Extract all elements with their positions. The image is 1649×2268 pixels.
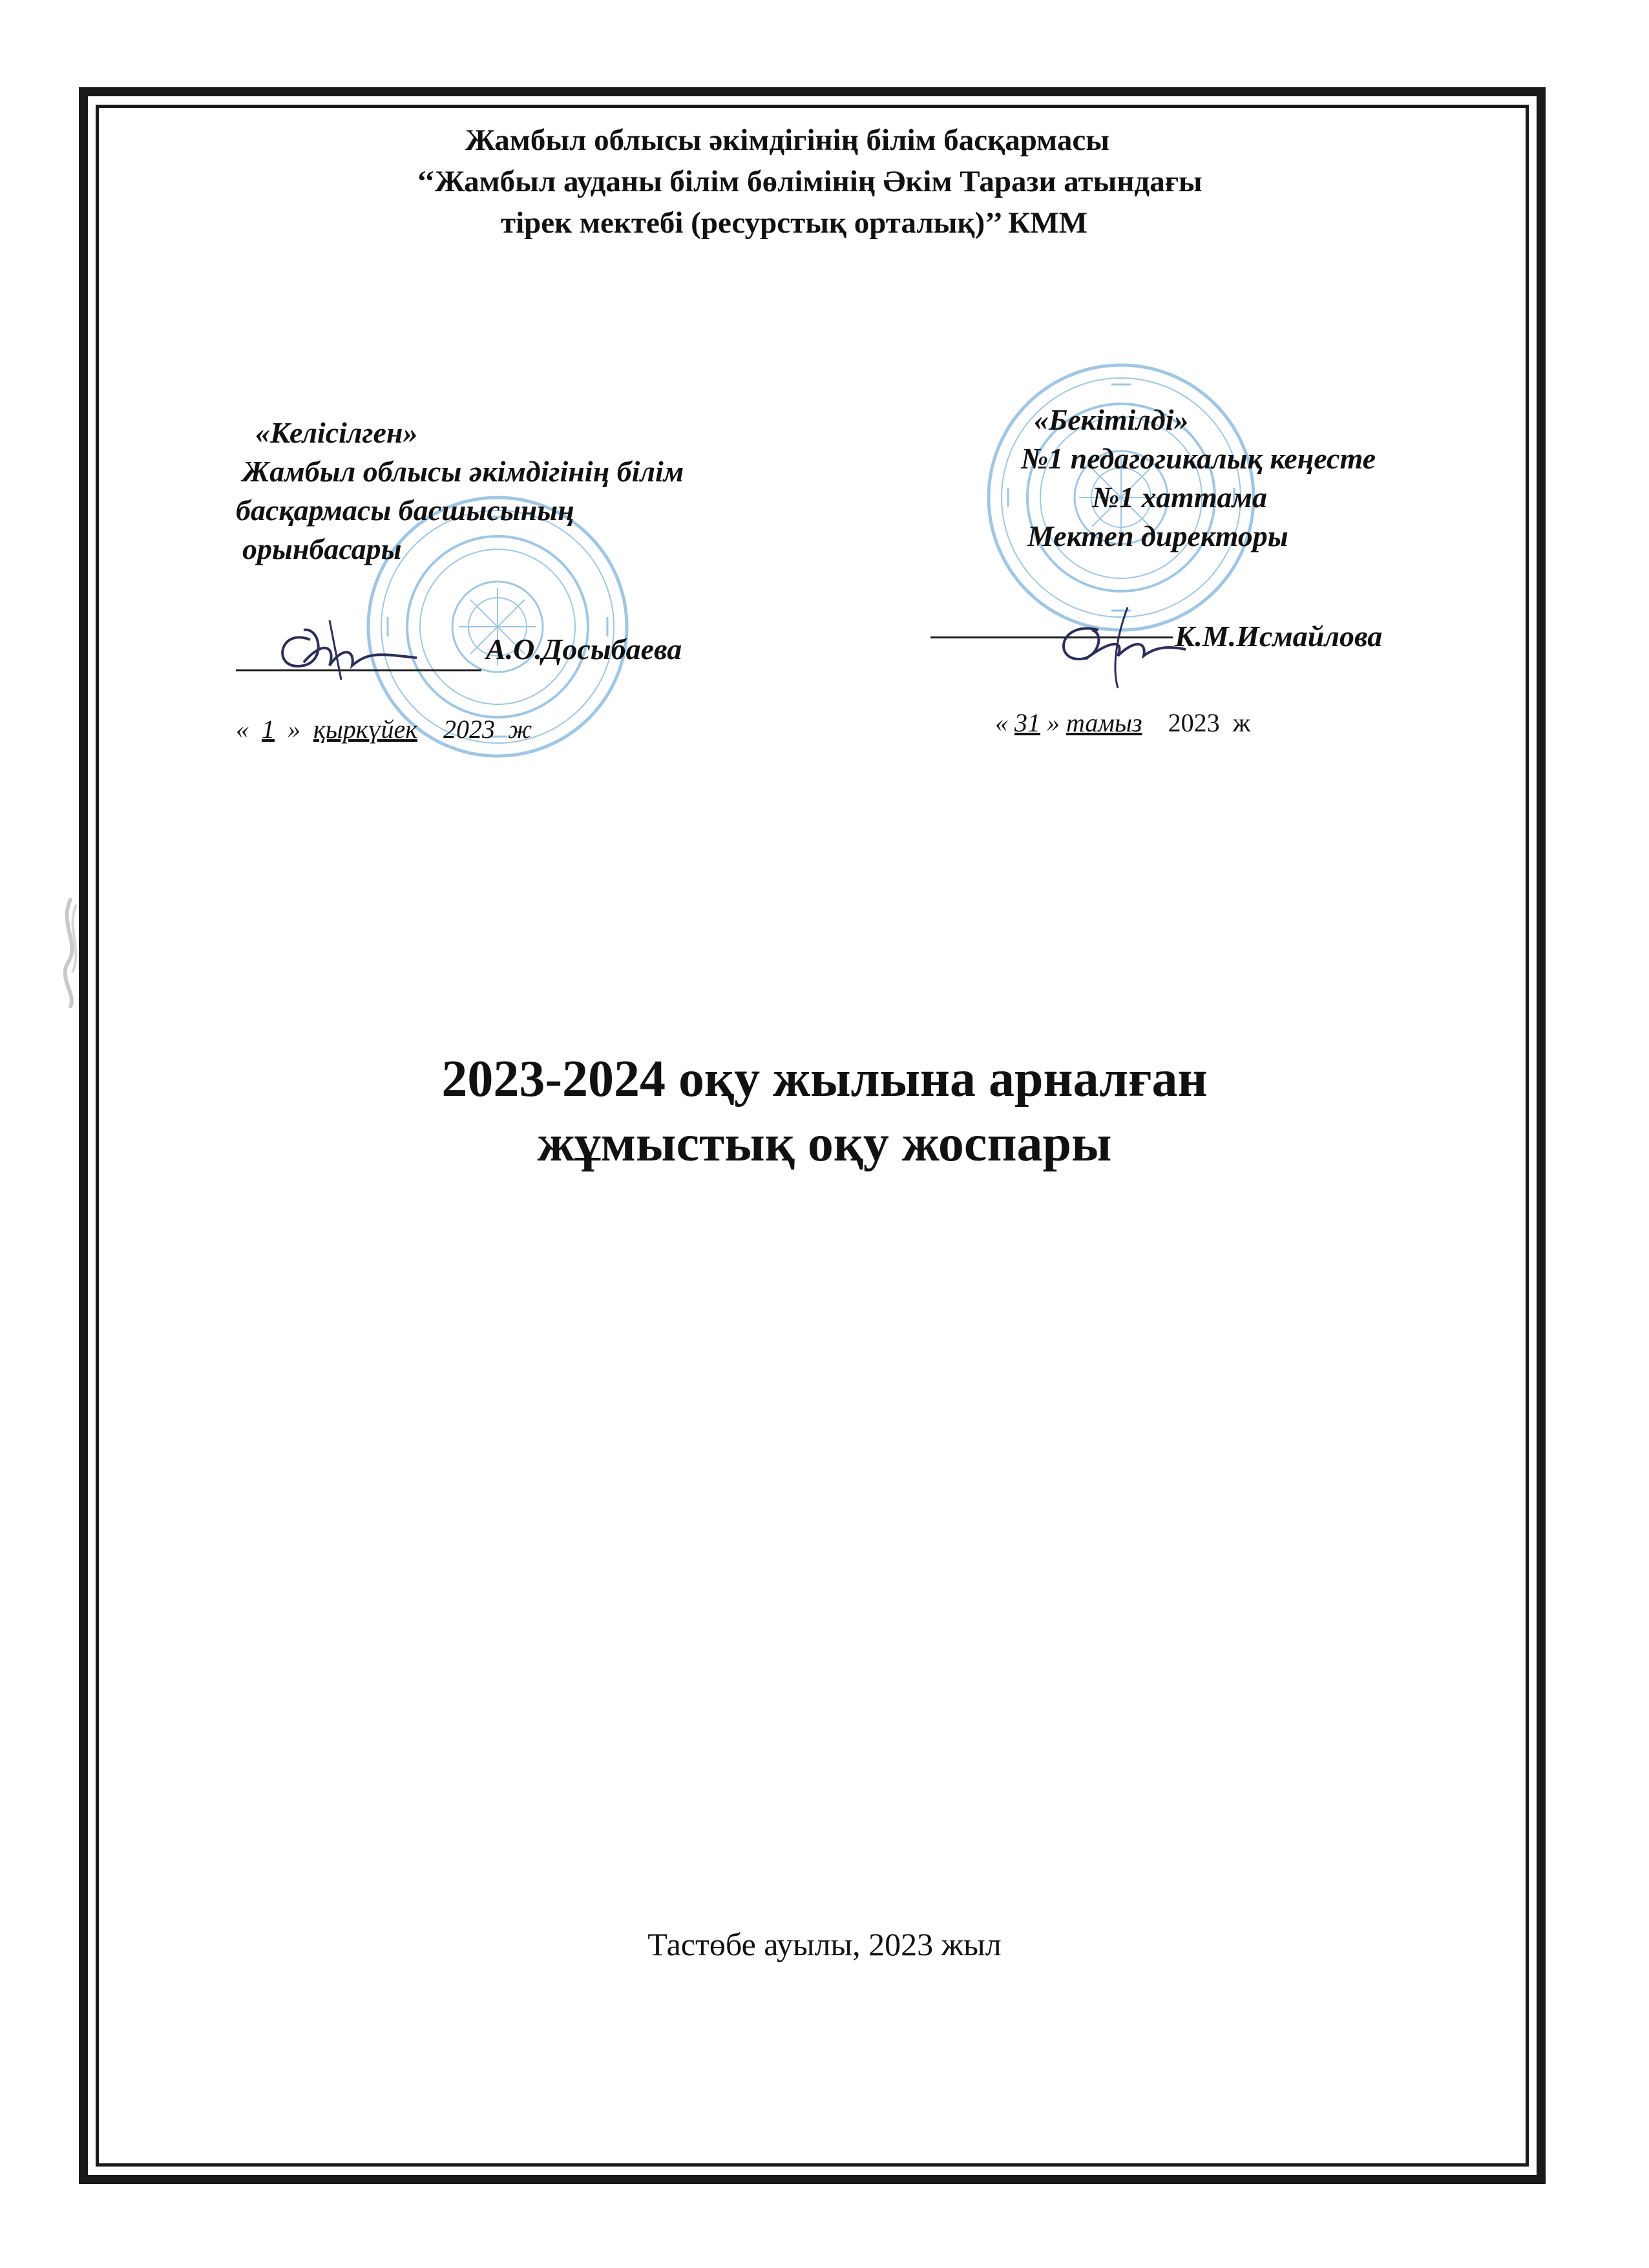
agreed-line-2: басқармасы басшысының (236, 494, 574, 527)
approved-line-1: №1 педагогикалық кеңесте (1021, 442, 1376, 475)
approved-date-close: » (1047, 708, 1060, 737)
agreed-date-close: » (288, 715, 300, 744)
agreed-signatory: А.О.Досыбаева (486, 633, 682, 666)
agreed-date-month: қыркүйек (313, 715, 417, 744)
approved-signatory: К.М.Исмайлова (1175, 620, 1383, 653)
approved-block (1014, 401, 1376, 556)
document-title (0, 1047, 1649, 1176)
agreed-date-open: « (236, 715, 249, 744)
agreed-block (236, 414, 684, 569)
approved-date-suffix: ж (1232, 708, 1251, 737)
agreed-label: «Келісілген» (255, 416, 418, 449)
agreed-date-suffix: ж (507, 715, 532, 744)
header-line-3: тірек мектебі (ресурстық орталық)’’ КММ (501, 206, 1088, 240)
approved-date-day: 31 (1014, 708, 1040, 737)
title-line-1: 2023-2024 оқу жылына арналған (441, 1051, 1208, 1108)
agreed-date (236, 714, 532, 744)
footer-place-year: Тастөбе ауылы, 2023 жыл (647, 1926, 1002, 1962)
agreed-line-1: Жамбыл облысы әкімдігінің білім (242, 455, 684, 488)
header-line-2: ‘‘Жамбыл ауданы білім бөлімінің Әкім Тарази атындағы (417, 165, 1203, 198)
agreed-line-3: орынбасары (242, 532, 402, 565)
approved-date (995, 708, 1250, 738)
document-header (362, 120, 1460, 244)
binding-thread-mark (52, 898, 84, 1008)
header-line-1: Жамбыл облысы әкімдігінің білім басқармасы (465, 123, 1109, 157)
approved-line-3: Мектеп директоры (1027, 520, 1288, 552)
signature-left (265, 601, 420, 685)
approved-label: «Бекітілді» (1034, 403, 1189, 436)
signature-right (1021, 594, 1189, 691)
approved-line-2: №1 хаттама (1092, 481, 1268, 514)
title-line-2: жұмыстық оқу жоспары (537, 1115, 1112, 1172)
approved-date-open: « (995, 708, 1008, 737)
approved-date-year: 2023 (1168, 708, 1220, 737)
agreed-date-year: 2023 (443, 715, 495, 744)
agreed-date-day: 1 (262, 715, 275, 744)
approved-date-month: тамыз (1066, 708, 1142, 737)
